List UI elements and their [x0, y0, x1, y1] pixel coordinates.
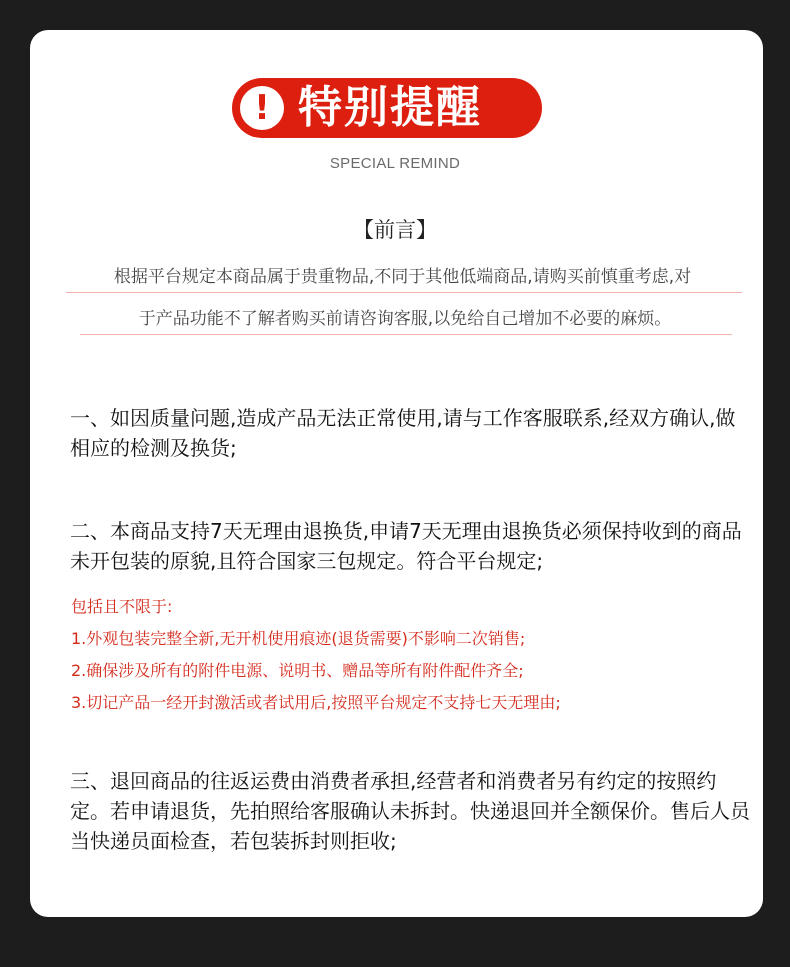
preface-line-1: 根据平台规定本商品属于贵重物品,不同于其他低端商品,请购买前慎重考虑,对	[113, 267, 692, 287]
condition-item: 1.外观包装完整全新,无开机使用痕迹(退货需要)不影响二次销售;	[71, 629, 526, 648]
condition-item: 2.确保涉及所有的附件电源、说明书、赠品等所有附件配件齐全;	[71, 661, 524, 680]
section-two: 二、本商品支持7天无理由退换货,申请7天无理由退换货必须保持收到的商品未开包装的原貌,且符合国家三包规定。符合平台规定;	[70, 519, 742, 573]
preface-underline-1	[66, 292, 742, 293]
section-three: 三、退回商品的往返运费由消费者承担,经营者和消费者另有约定的按照约定。若申请退货，先拍照给客服确认未拆封。快递退回并全额保价。售后人员当快递员面检查，若包装拆封则拒收;	[70, 769, 750, 853]
conditions-heading: 包括且不限于:	[71, 597, 173, 616]
banner-subtitle: SPECIAL REMIND	[329, 155, 461, 172]
section-one: 一、如因质量问题,造成产品无法正常使用,请与工作客服联系,经双方确认,做相应的检测及换货;	[70, 406, 736, 460]
preface-underline-2	[80, 334, 732, 335]
banner-title: 特别提醒	[298, 82, 482, 133]
preface-title: 【前言】	[353, 218, 437, 242]
exclamation-icon: !	[240, 86, 284, 130]
condition-item: 3.切记产品一经开封激活或者试用后,按照平台规定不支持七天无理由;	[71, 693, 561, 712]
preface-line-2: 于产品功能不了解者购买前请咨询客服,以免给自己增加不必要的麻烦。	[138, 309, 672, 329]
title-banner	[232, 78, 542, 138]
